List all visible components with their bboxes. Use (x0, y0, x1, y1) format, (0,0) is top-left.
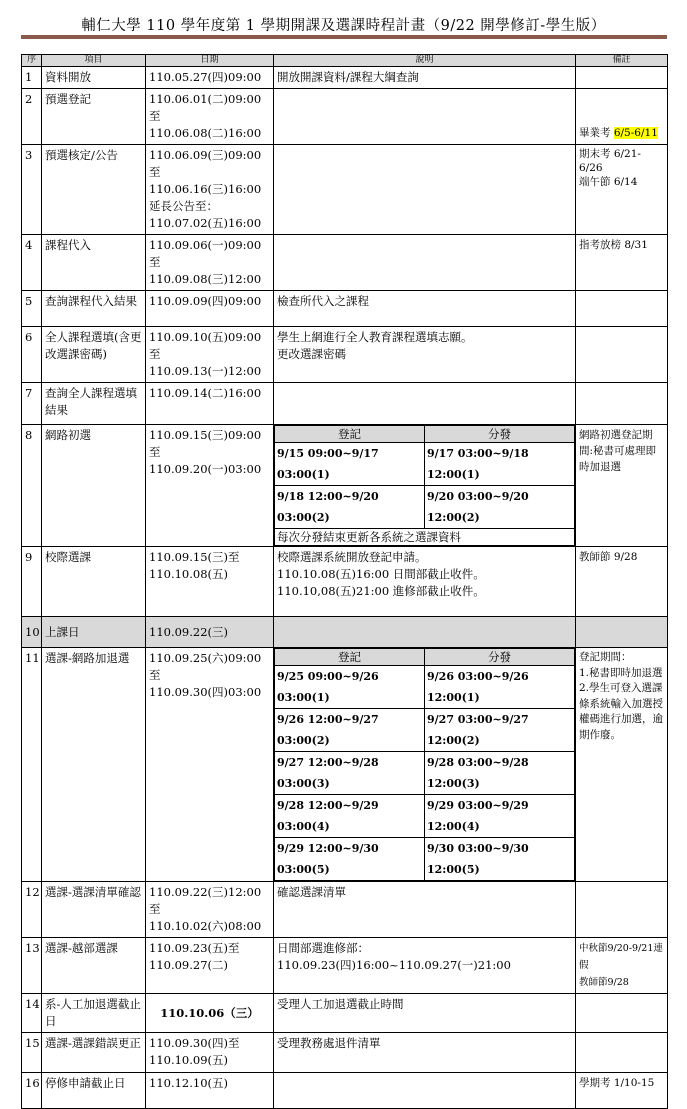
desc-line: 校際選課系統開放登記申請。 (277, 550, 427, 564)
row-date (146, 938, 274, 994)
row-item: 網路初選 (42, 425, 146, 547)
row-item: 選課-網路加退選 (42, 648, 146, 882)
row-number: 13 (22, 938, 42, 994)
row-date (146, 425, 274, 547)
allocate-period: 9/28 03:00~9/28 12:00(3) (425, 752, 575, 795)
row-remark (576, 617, 668, 648)
row-date (146, 994, 274, 1033)
date-line: 110.09.15(三)09:00 至 (149, 428, 262, 459)
date-line: 110.09.23(五)至 (149, 941, 240, 955)
row-desc (274, 145, 576, 235)
table-row (22, 994, 668, 1033)
register-period: 9/25 09:00~9/26 03:00(1) (275, 666, 425, 709)
row-desc (274, 882, 576, 938)
desc-line: 更改選課密碼 (277, 347, 346, 361)
row-item: 選課-越部選課 (42, 938, 146, 994)
table-row (22, 67, 668, 89)
row-number: 4 (22, 235, 42, 291)
header-no: 序 (22, 55, 42, 67)
row-remark (576, 425, 668, 547)
header-remark: 備註 (576, 55, 668, 67)
desc-line: 受理人工加退選截止時間 (277, 997, 404, 1011)
date-line: 110.06.09(三)09:00 至 (149, 148, 262, 179)
date-line: 110.10.09(五) (149, 1053, 229, 1067)
table-row (22, 327, 668, 383)
row-date (146, 1073, 274, 1109)
date-line: 110.10.02(六)08:00 (149, 919, 262, 933)
row-date (146, 547, 274, 617)
row-desc (274, 425, 576, 547)
allocate-period: 9/26 03:00~9/26 12:00(1) (425, 666, 575, 709)
row-number: 15 (22, 1033, 42, 1073)
date-line: 110.06.01(二)09:00 至 (149, 92, 262, 123)
row-desc (274, 383, 576, 425)
date-line: 110.09.15(三)至 (149, 550, 240, 564)
remark-line: 中秋節9/20-9/21連假 (579, 943, 663, 971)
row-number: 1 (22, 67, 42, 89)
register-period: 9/15 09:00~9/17 03:00(1) (275, 443, 425, 486)
date-line: 110.06.16(三)16:00 (149, 182, 262, 196)
allocate-period: 9/27 03:00~9/27 12:00(2) (425, 709, 575, 752)
remark-line: 指考放榜 8/31 (579, 239, 648, 251)
row-number: 14 (22, 994, 42, 1033)
row-remark (576, 1033, 668, 1073)
register-period: 9/27 12:00~9/28 03:00(3) (275, 752, 425, 795)
row-item: 預選核定/公告 (42, 145, 146, 235)
row-desc (274, 938, 576, 994)
subheader-allocate: 分發 (425, 426, 575, 443)
date-line: 110.09.13(一)12:00 (149, 364, 262, 378)
row-remark (576, 1073, 668, 1109)
allocate-period: 9/30 03:00~9/30 12:00(5) (425, 838, 575, 881)
row-item: 資料開放 (42, 67, 146, 89)
row-remark (576, 547, 668, 617)
date-line: 110.09.22(三) (149, 624, 229, 639)
header-desc: 說明 (274, 55, 576, 67)
row-remark (576, 89, 668, 145)
row-desc (274, 648, 576, 882)
row-item: 預選登記 (42, 89, 146, 145)
row-item: 課程代入 (42, 235, 146, 291)
header-row (22, 55, 668, 67)
row-remark (576, 67, 668, 89)
row-date (146, 617, 274, 648)
desc-line: 開放開課資料/課程大綱查詢 (277, 70, 419, 84)
row-date (146, 67, 274, 89)
register-period: 9/26 12:00~9/27 03:00(2) (275, 709, 425, 752)
row-desc (274, 617, 576, 648)
row-date (146, 89, 274, 145)
register-period: 9/28 12:00~9/29 03:00(4) (275, 795, 425, 838)
row-desc (274, 1033, 576, 1073)
row-date (146, 327, 274, 383)
row-item: 查詢課程代入結果 (42, 291, 146, 327)
date-line: 110.06.08(二)16:00 (149, 126, 262, 140)
table-row (22, 938, 668, 994)
remark-line: 2.學生可登入選課條系統輸入加選授權碼進行加選，逾期作廢。 (579, 682, 663, 741)
row-number: 10 (22, 617, 42, 648)
remark-line: 網路初選登記期間:秘書可處理即時加退選 (579, 429, 657, 473)
date-line: 110.05.27(四)09:00 (149, 70, 262, 84)
remark-line: 登記期間： (579, 651, 632, 663)
desc-line: 110.09.23(四)16:00~110.09.27(一)21:00 (277, 958, 511, 972)
date-line: 110.09.25(六)09:00 至 (149, 651, 262, 682)
desc-line: 受理教務處退件清單 (277, 1036, 381, 1050)
row-desc (274, 994, 576, 1033)
date-line: 110.09.08(三)12:00 (149, 272, 262, 286)
row-date (146, 383, 274, 425)
row-remark (576, 383, 668, 425)
date-line: 110.09.09(四)09:00 (149, 294, 262, 308)
date-line: 110.09.27(二) (149, 958, 229, 972)
date-line: 110.09.30(四)03:00 (149, 685, 262, 699)
allocate-period: 9/17 03:00~9/18 12:00(1) (425, 443, 575, 486)
row-number: 3 (22, 145, 42, 235)
date-line: 延長公告至： (149, 199, 218, 213)
row-desc (274, 235, 576, 291)
row-number: 5 (22, 291, 42, 327)
row-number: 9 (22, 547, 42, 617)
table-row (22, 617, 668, 648)
row-number: 7 (22, 383, 42, 425)
remark-line: 學期考 1/10-15 (579, 1077, 655, 1089)
row-remark (576, 145, 668, 235)
remark-line: 1.秘書即時加退選 (579, 666, 663, 679)
date-line: 110.09.06(一)09:00 至 (149, 238, 262, 269)
row-item: 停修申請截止日 (42, 1073, 146, 1109)
row-date (146, 1033, 274, 1073)
desc-line: 110.10.08(五)16:00 日間部截止收件。 (277, 567, 485, 581)
date-line: 110.12.10(五) (149, 1076, 229, 1090)
table-row (22, 89, 668, 145)
register-period: 9/18 12:00~9/20 03:00(2) (275, 486, 425, 529)
desc-line: 檢查所代入之課程 (277, 294, 369, 308)
row-remark (576, 327, 668, 383)
allocation-note: 每次分發結束更新各系統之選課資料 (275, 529, 575, 546)
row-number: 8 (22, 425, 42, 547)
row-date (146, 291, 274, 327)
date-line: 110.09.20(一)03:00 (149, 462, 262, 476)
desc-line: 確認選課清單 (277, 885, 346, 899)
desc-line: 學生上網進行全人教育課程選填志願。 (277, 330, 473, 344)
row-remark (576, 994, 668, 1033)
remark-line: 教師節 9/28 (579, 551, 638, 563)
date-line: 110.09.22(三)12:00 至 (149, 885, 262, 916)
table-row (22, 291, 668, 327)
row-item: 系-人工加退選截止日 (42, 994, 146, 1033)
header-date: 日期 (146, 55, 274, 67)
allocation-subtable (274, 425, 575, 546)
table-row (22, 648, 668, 882)
table-row (22, 1073, 668, 1109)
row-desc (274, 547, 576, 617)
row-date (146, 145, 274, 235)
row-date (146, 235, 274, 291)
row-remark (576, 235, 668, 291)
table-row (22, 145, 668, 235)
date-line: 110.07.02(五)16:00 (149, 216, 262, 230)
row-remark (576, 938, 668, 994)
table-row (22, 425, 668, 547)
row-item: 選課-選課錯誤更正 (42, 1033, 146, 1073)
row-date (146, 648, 274, 882)
page-title: 輔仁大學 110 學年度第 1 學期開課及選課時程計畫（9/22 開學修訂-學生版） (81, 18, 606, 34)
allocate-period: 9/20 03:00~9/20 12:00(2) (425, 486, 575, 529)
date-line: 110.10.08(五) (149, 567, 229, 581)
table-row (22, 547, 668, 617)
remark-line: 期末考 6/21- (579, 148, 641, 160)
subheader-register: 登記 (275, 649, 425, 666)
desc-line: 日間部選進修部： (277, 941, 369, 955)
row-item: 校際選課 (42, 547, 146, 617)
allocation-subtable (274, 648, 575, 881)
row-item: 上課日 (42, 617, 146, 648)
row-item: 全人課程選填(含更改選課密碼) (42, 327, 146, 383)
row-desc (274, 1073, 576, 1109)
row-item: 查詢全人課程選填結果 (42, 383, 146, 425)
row-number: 11 (22, 648, 42, 882)
register-period: 9/29 12:00~9/30 03:00(5) (275, 838, 425, 881)
row-item: 選課-選課清單確認 (42, 882, 146, 938)
allocate-period: 9/29 03:00~9/29 12:00(4) (425, 795, 575, 838)
row-number: 6 (22, 327, 42, 383)
date-line: 110.09.30(四)至 (149, 1036, 240, 1050)
title-rule (21, 35, 667, 39)
date-line: 110.09.14(二)16:00 (149, 386, 262, 400)
row-desc (274, 291, 576, 327)
schedule-table (21, 54, 668, 1109)
row-number: 2 (22, 89, 42, 145)
desc-line: 110.10,08(五)21:00 進修部截止收件。 (277, 584, 485, 598)
table-row (22, 1033, 668, 1073)
row-desc (274, 67, 576, 89)
subheader-register: 登記 (275, 426, 425, 443)
table-row (22, 383, 668, 425)
row-remark (576, 882, 668, 938)
date-line: 110.10.06（三） (160, 1005, 259, 1020)
row-remark (576, 648, 668, 882)
remark-line: 6/26 (579, 162, 603, 174)
row-number: 16 (22, 1073, 42, 1109)
date-line: 110.09.10(五)09:00 至 (149, 330, 262, 361)
row-desc (274, 327, 576, 383)
remark-line: 教師節9/28 (579, 977, 629, 988)
remark-text: 畢業考 (579, 127, 614, 139)
header-item: 項目 (42, 55, 146, 67)
row-date (146, 882, 274, 938)
row-remark (576, 291, 668, 327)
table-row (22, 882, 668, 938)
table-row (22, 235, 668, 291)
row-desc (274, 89, 576, 145)
row-number: 12 (22, 882, 42, 938)
highlighted-date: 6/5-6/11 (613, 127, 658, 139)
remark-line: 端午節 6/14 (579, 176, 638, 188)
subheader-allocate: 分發 (425, 649, 575, 666)
